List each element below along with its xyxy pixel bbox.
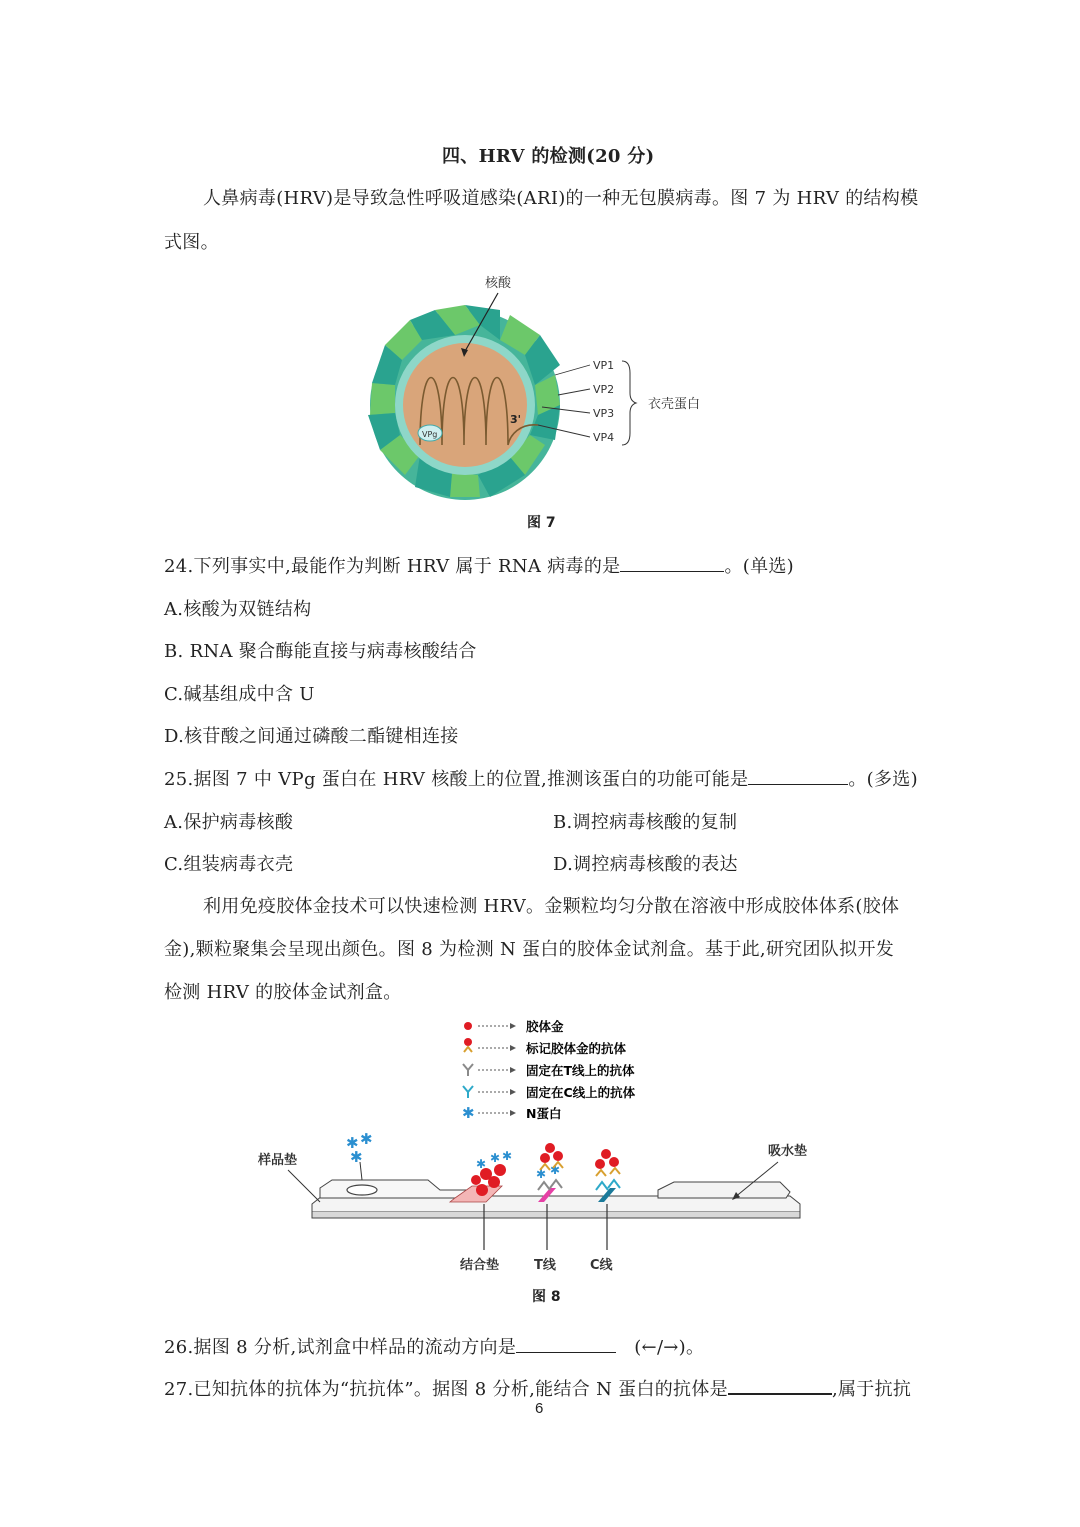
svg-text:✱: ✱ bbox=[346, 1134, 359, 1152]
legend-c-antibody-icon bbox=[463, 1086, 473, 1098]
fig8-legend bbox=[462, 1019, 636, 1122]
legend-labeled-antibody-icon bbox=[464, 1038, 472, 1046]
para2-line-2: 金),颗粒聚集会呈现出颜色。图 8 为检测 N 蛋白的胶体金试剂盒。基于此,研究团队拟开发 bbox=[164, 939, 895, 960]
c-line-label: C线 bbox=[590, 1258, 613, 1273]
capsid-label: 衣壳蛋白 bbox=[648, 397, 701, 412]
absorbent-pad-label: 吸水垫 bbox=[768, 1144, 808, 1159]
para2-line-3: 检测 HRV 的胶体金试剂盒。 bbox=[164, 982, 402, 1003]
svg-text:✱: ✱ bbox=[502, 1149, 513, 1163]
q24-stem: 24.下列事实中,最能作为判断 HRV 属于 RNA 病毒的是 。(单选) bbox=[164, 552, 794, 578]
gold-test-strip-diagram bbox=[250, 1012, 810, 1277]
intro-line-2: 式图。 bbox=[164, 232, 219, 253]
q27-stem: 27.已知抗体的抗体为“抗抗体”。据图 8 分析,能结合 N 蛋白的抗体是 ,属于抗抗 bbox=[164, 1375, 911, 1401]
fig8-caption: 图 8 bbox=[532, 1289, 561, 1305]
q24-option-a[interactable]: A.核酸为双链结构 bbox=[164, 599, 312, 620]
sample-well bbox=[347, 1185, 377, 1195]
q24-option-d[interactable]: D.核苷酸之间通过磷酸二酯键相连接 bbox=[164, 726, 459, 747]
legend-gold: 胶体金 bbox=[526, 1019, 564, 1034]
q26-answer-blank[interactable] bbox=[516, 1334, 616, 1353]
svg-text:✱: ✱ bbox=[360, 1130, 373, 1148]
vp1-label: VP1 bbox=[593, 359, 615, 372]
vp3-label: VP3 bbox=[593, 407, 615, 420]
hrv-structure-diagram bbox=[360, 265, 740, 505]
q25-stem: 25.据图 7 中 VPg 蛋白在 HRV 核酸上的位置,推测该蛋白的功能可能是 。(多选) bbox=[164, 765, 918, 791]
c-line-complexes bbox=[595, 1149, 620, 1190]
q24-option-c[interactable]: C.碱基组成中含 U bbox=[164, 684, 315, 705]
legend-c-antibody: 固定在C线上的抗体 bbox=[526, 1085, 636, 1100]
q27-answer-blank[interactable] bbox=[728, 1375, 832, 1395]
t-line-complexes bbox=[536, 1143, 563, 1190]
legend-n-protein-icon: ✱ bbox=[462, 1104, 475, 1122]
fig7-caption: 图 7 bbox=[527, 515, 556, 531]
nucleic-acid-label: 核酸 bbox=[485, 276, 512, 291]
svg-text:✱: ✱ bbox=[490, 1151, 501, 1165]
capsid-brace bbox=[622, 361, 636, 445]
vp4-label: VP4 bbox=[593, 431, 615, 444]
intro-line-1: 人鼻病毒(HRV)是导致急性呼吸道感染(ARI)的一种无包膜病毒。图 7 为 HRV 的结构模 bbox=[203, 188, 919, 209]
section-title: 四、HRV 的检测(20 分) bbox=[442, 146, 655, 167]
legend-t-antibody-icon bbox=[463, 1064, 473, 1076]
test-strip bbox=[312, 1180, 800, 1218]
q24-answer-blank[interactable] bbox=[620, 553, 724, 572]
q25-answer-blank[interactable] bbox=[748, 766, 848, 785]
q25-option-d[interactable]: D.调控病毒核酸的表达 bbox=[553, 854, 738, 875]
three-prime-label: 3' bbox=[510, 413, 522, 426]
q25-option-a[interactable]: A.保护病毒核酸 bbox=[164, 812, 294, 833]
q24-option-b[interactable]: B. RNA 聚合酶能直接与病毒核酸结合 bbox=[164, 641, 477, 662]
para2-line-1: 利用免疫胶体金技术可以快速检测 HRV。金颗粒均匀分散在溶液中形成胶体体系(胶体 bbox=[203, 896, 900, 917]
legend-gold-icon bbox=[464, 1022, 472, 1030]
page-number: 6 bbox=[535, 1400, 544, 1417]
svg-text:✱: ✱ bbox=[476, 1157, 487, 1171]
sample-pad-label: 样品垫 bbox=[258, 1153, 298, 1168]
svg-text:✱: ✱ bbox=[536, 1167, 547, 1181]
vp2-label: VP2 bbox=[593, 383, 615, 396]
absorbent-pad bbox=[658, 1182, 790, 1198]
svg-text:✱: ✱ bbox=[350, 1148, 363, 1166]
q25-option-b[interactable]: B.调控病毒核酸的复制 bbox=[553, 812, 738, 833]
vpg-label: VPg bbox=[422, 430, 438, 439]
conjugate-pad-label: 结合垫 bbox=[460, 1258, 500, 1273]
legend-labeled-antibody: 标记胶体金的抗体 bbox=[526, 1041, 627, 1056]
q25-option-c[interactable]: C.组装病毒衣壳 bbox=[164, 854, 294, 875]
legend-n-protein: N蛋白 bbox=[526, 1106, 562, 1121]
sample-pad bbox=[320, 1180, 476, 1198]
t-line-label: T线 bbox=[534, 1258, 556, 1273]
svg-text:✱: ✱ bbox=[550, 1163, 561, 1177]
legend-t-antibody: 固定在T线上的抗体 bbox=[526, 1063, 635, 1078]
q26-stem: 26.据图 8 分析,试剂盒中样品的流动方向是 (←/→)。 bbox=[164, 1333, 704, 1359]
n-protein-cluster bbox=[346, 1130, 373, 1166]
